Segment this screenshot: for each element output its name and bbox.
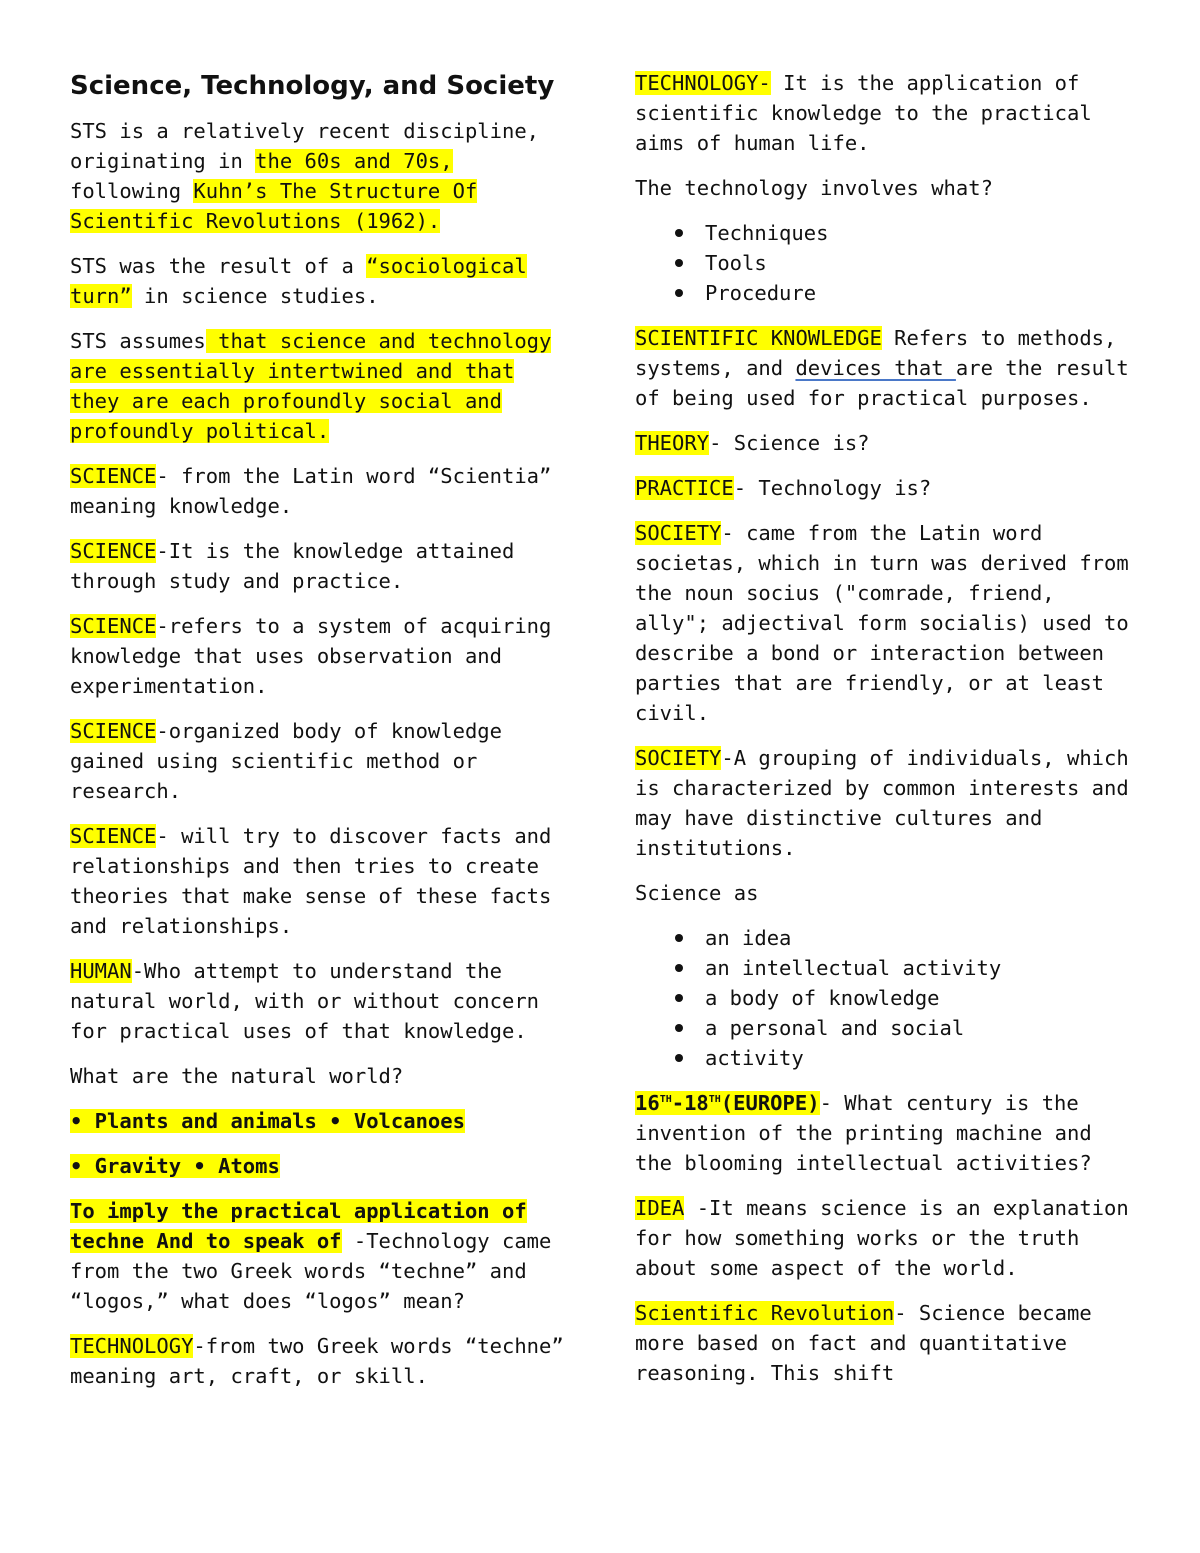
science-definition-3: SCIENCE-refers to a system of acquiring knowledge that uses observation and experimentation. — [70, 614, 552, 698]
underlined-text: devices that — [795, 356, 956, 380]
technology-involves-question: The technology involves what? — [635, 176, 993, 200]
term-label: Scientific Revolution — [635, 1301, 895, 1325]
term-label: IDEA — [635, 1196, 685, 1220]
natural-world-answer-2: • Gravity • Atoms — [70, 1154, 280, 1178]
term-label: SCIENCE — [70, 824, 157, 848]
society-definition-1: SOCIETY- came from the Latin word societas, which in turn was derived from the noun socius ("comrade, friend, ally"; adjectival form socialis) used to describe a bond or interaction between parties that are friendly, or at least civil. — [635, 521, 1129, 725]
bullet-icon — [675, 1024, 683, 1032]
list-item: Procedure — [635, 278, 1140, 308]
scientific-revolution-definition: Scientific Revolution- Science became more based on fact and quantitative reasoning. This shift — [635, 1301, 1092, 1385]
idea-definition: IDEA -It means science is an explanation for how something works or the truth about some aspect of the world. — [635, 1196, 1129, 1280]
technology-application: TECHNOLOGY- It is the application of scientific knowledge to the practical aims of human life. — [635, 71, 1092, 155]
left-column — [70, 68, 570, 1406]
bullet-icon — [675, 289, 683, 297]
list-item: a body of knowledge — [635, 983, 1140, 1013]
list-item: Techniques — [635, 218, 1140, 248]
bullet-icon — [675, 259, 683, 267]
term-label: SOCIETY — [635, 521, 722, 545]
term-label: 16TH-18TH(EUROPE) — [635, 1091, 820, 1115]
highlight: that science and technology are essentially intertwined and that they are each profoundly social and profoundly political. — [70, 329, 552, 443]
sts-assumes-paragraph: STS assumes that science and technology are essentially intertwined and that they are each profoundly social and profoundly political. — [70, 329, 552, 443]
list-item: an intellectual activity — [635, 953, 1140, 983]
science-definition-5: SCIENCE- will try to discover facts and relationships and then tries to create theories that make sense of these facts and relationships. — [70, 824, 552, 938]
technology-definition: TECHNOLOGY-from two Greek words “techne” meaning art, craft, or skill. — [70, 1334, 564, 1388]
bullet-icon — [675, 964, 683, 972]
term-label: SCIENCE — [70, 539, 157, 563]
highlight: To imply the practical application of techne And to speak of — [70, 1199, 527, 1253]
scientific-knowledge-definition: SCIENTIFIC KNOWLEDGE Refers to methods, systems, and devices that are the result of being used for practical purposes. — [635, 326, 1129, 410]
list-item: a personal and social — [635, 1013, 1140, 1043]
list-item: activity — [635, 1043, 1140, 1073]
sts-result-paragraph: STS was the result of a “sociological turn” in science studies. — [70, 254, 527, 308]
term-label: HUMAN — [70, 959, 132, 983]
list-item: an idea — [635, 923, 1140, 953]
science-as-list — [635, 923, 1140, 1073]
science-definition-2: SCIENCE-It is the knowledge attained through study and practice. — [70, 539, 515, 593]
term-label: PRACTICE — [635, 476, 734, 500]
bullet-icon — [675, 1054, 683, 1062]
list-item: Tools — [635, 248, 1140, 278]
bullet-icon — [675, 934, 683, 942]
science-definition-1: SCIENCE- from the Latin word “Scientia” meaning knowledge. — [70, 464, 552, 518]
term-label: SCIENCE — [70, 719, 157, 743]
century-question: 16TH-18TH(EUROPE)- What century is the invention of the printing machine and the blooming intellectual activities? — [635, 1091, 1092, 1175]
term-label: SCIENCE — [70, 614, 157, 638]
term-label: THEORY — [635, 431, 710, 455]
society-definition-2: SOCIETY-A grouping of individuals, which is characterized by common interests and may have distinctive cultures and institutions. — [635, 746, 1129, 860]
highlight: the 60s and 70s, — [255, 149, 453, 173]
term-label: SCIENCE — [70, 464, 157, 488]
bullet-icon — [675, 229, 683, 237]
sts-origin-paragraph: STS is a relatively recent discipline, originating in the 60s and 70s, following Kuhn’s The Structure Of Scientific Revolutions (1962). — [70, 119, 539, 233]
term-label: SCIENTIFIC KNOWLEDGE — [635, 326, 882, 350]
theory-definition: THEORY- Science is? — [635, 431, 870, 455]
term-label: SOCIETY — [635, 746, 722, 770]
science-definition-4: SCIENCE-organized body of knowledge gained using scientific method or research. — [70, 719, 502, 803]
term-label: TECHNOLOGY — [70, 1334, 194, 1358]
technology-involves-list — [635, 218, 1140, 308]
natural-world-question: What are the natural world? — [70, 1064, 404, 1088]
techne-paragraph: To imply the practical application of techne And to speak of -Technology came from the two Greek words “techne” and “logos,” what does “logos” mean? — [70, 1199, 552, 1313]
highlight: Kuhn’s The Structure Of Scientific Revolutions (1962). — [70, 179, 478, 233]
human-definition: HUMAN-Who attempt to understand the natural world, with or without concern for practical uses of that knowledge. — [70, 959, 539, 1043]
page-title: Science, Technology, and Society — [70, 71, 555, 101]
highlight: “sociological turn” — [70, 254, 527, 308]
term-label: TECHNOLOGY- — [635, 71, 771, 95]
right-column — [635, 68, 1140, 1403]
science-as-heading: Science as — [635, 881, 759, 905]
bullet-icon — [675, 994, 683, 1002]
practice-definition: PRACTICE- Technology is? — [635, 476, 932, 500]
natural-world-answer-1: • Plants and animals • Volcanoes — [70, 1109, 465, 1133]
